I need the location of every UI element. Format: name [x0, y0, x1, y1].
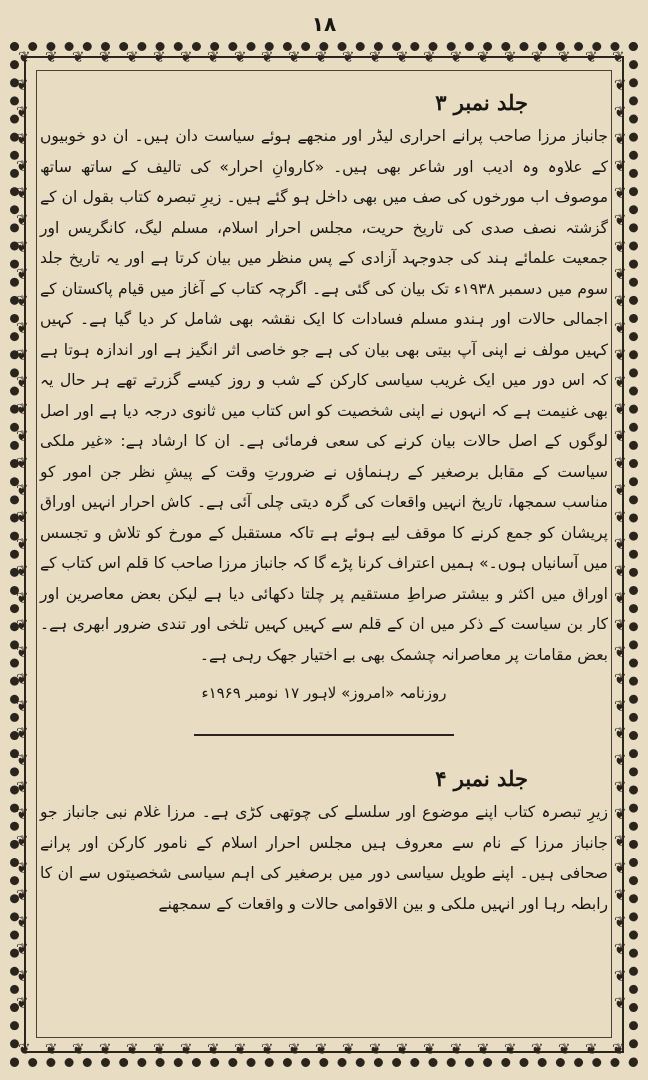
- border-ornament-icon: ❦: [16, 724, 29, 742]
- border-ornament-icon: ❦: [16, 265, 29, 283]
- border-ornament-icon: ❦: [614, 670, 627, 688]
- border-ornament-icon: ❦: [16, 805, 29, 823]
- border-ornament-icon: ❦: [72, 1040, 85, 1058]
- border-ornament-icon: ❦: [16, 859, 29, 877]
- border-ornament-icon: ❦: [614, 643, 627, 661]
- border-ornament-icon: ❦: [16, 454, 29, 472]
- page-number: ١٨: [311, 12, 337, 36]
- border-ornament-icon: ❦: [423, 1040, 436, 1058]
- border-ornament-icon: ❦: [126, 1040, 139, 1058]
- border-ornament-icon: ❦: [614, 913, 627, 931]
- border-ornament-icon: ❦: [16, 184, 29, 202]
- border-ornament-icon: ❦: [531, 48, 544, 66]
- border-ornament-icon: ❦: [614, 481, 627, 499]
- border-ornament-icon: ❦: [16, 400, 29, 418]
- border-ornament-icon: ❦: [288, 48, 301, 66]
- border-ornament-icon: ❦: [450, 1040, 463, 1058]
- border-ornament-icon: ❦: [207, 1040, 220, 1058]
- page-content: [40, 90, 608, 1040]
- border-ornament-icon: ❦: [16, 535, 29, 553]
- border-ornament-icon: ❦: [614, 697, 627, 715]
- border-ornament-icon: ❦: [423, 48, 436, 66]
- border-ornament-icon: ❦: [558, 48, 571, 66]
- border-ornament-icon: ❦: [16, 319, 29, 337]
- border-ornament-icon: ❦: [614, 184, 627, 202]
- border-ornament-icon: ❦: [261, 48, 274, 66]
- border-ornament-icon: ❦: [45, 1040, 58, 1058]
- border-ornament-icon: ❦: [16, 346, 29, 364]
- border-ornament-icon: ❦: [477, 1040, 490, 1058]
- border-ornament-icon: ❦: [614, 616, 627, 634]
- border-ornament-icon: ❦: [369, 48, 382, 66]
- border-ornament-icon: ❦: [614, 130, 627, 148]
- border-ornament-icon: ❦: [18, 48, 31, 66]
- border-ornament-icon: ❦: [614, 400, 627, 418]
- border-ornament-icon: ❦: [234, 1040, 247, 1058]
- border-ornament-icon: ❦: [16, 76, 29, 94]
- border-ornament-icon: ❦: [614, 157, 627, 175]
- border-ornament-icon: ❦: [614, 832, 627, 850]
- border-ornament-icon: ❦: [396, 1040, 409, 1058]
- review-paragraph-vol-4: زیرِ تبصرہ کتاب اپنے موضوع اور سلسلے کی چوتھی کڑی ہے۔ مرزا غلام نبی جانباز جو جانباز مرزا کے نام سے معروف ہیں مجلس احرار اسلام کے نامور کارکن اور پرانے صحافی ہیں۔ اپنے طویل سیاسی دور میں برصغیر کی اہم سیاسی شخصیتوں سے ان کا رابطہ رہا اور انہیں ملکی و بین الاقوامی حالات و واقعات کے سمجھنے: [40, 803, 608, 913]
- border-ornament-icon: ❦: [614, 562, 627, 580]
- review-paragraph-vol-3: جانباز مرزا صاحب پرانے احراری لیڈر اور منجھے ہوئے سیاست دان ہیں۔ ان دو خوبیوں کے علاوہ وہ ادیب اور شاعر بھی ہیں۔ «کاروانِ احرار» کی تالیف کے ساتھ ساتھ موصوف اب مورخوں کی صف میں بھی داخل ہو گئے ہیں۔ زیرِ تبصرہ کتاب بقول ان کے گزشتہ نصف صدی کی تاریخ حریت، مجلس احرار اسلام، مسلم لیگ، کانگریس اور جمعیت علمائے ہند کی جدوجہد آزادی کے پس منظر میں بیان کرتا ہے اور یہ تاریخ جلد سوم میں دسمبر ۱۹۳۸ء تک بیان کی گئی ہے۔ اگرچہ کتاب کے آغاز میں قیام پاکستان کے اجمالی حالات اور ہندو مسلم فسادات کا ایک نقشہ بھی شامل کر دیا گیا ہے۔ کہیں کہیں مولف نے اپنی آپ بیتی بھی بیان کی ہے جو خاصی اثر انگیز ہے اور اندازہ ہوتا ہے کہ اس دور میں ایک غریب سیاسی کارکن کے شب و روز کیسے گزرتے تھے ہر حال یہ بھی غنیمت ہے کہ انہوں نے اپنی شخصیت کو اس کتاب میں ثانوی درجہ دیا ہے اور اصل لوگوں کے اصل حالات بیان کرنے کی سعی فرمائی ہے۔ ان کا ارشاد ہے: «غیر ملکی سیاست کے مقابل برصغیر کے رہنماؤں نے ضرورتِ وقت کے پیشِ نظر جن امور کو مناسب سمجھا، تاریخ انہیں واقعات کی گرہ دیتی چلی آئی ہے۔ کاش احرار انہیں اوراق پریشان کو جمع کرنے کا موقف لیے ہوئے ہے تاکہ مستقبل کے مورخ کو تلاش و تجسس میں آسانیاں ہوں۔» ہمیں اعتراف کرنا پڑے گا کہ جانباز مرزا صاحب کا قلم اس کتاب کے اوراق میں اکثر و بیشتر صراطِ مستقیم پر چلتا دکھائی دیا ہے لیکن بعض معاصرین اور کار بن سیاست کے ذکر میں ان کے قلم سے کہیں کہیں تلخی اور تندی ضرور ابھری ہے۔ بعض مقامات پر معاصرانہ چشمک بھی بے اختیار جھک رہی ہے۔: [40, 127, 609, 664]
- border-ornament-icon: ❦: [315, 48, 328, 66]
- border-ornament-icon: ❦: [614, 238, 627, 256]
- border-ornament-icon: ❦: [99, 1040, 112, 1058]
- border-ornament-icon: ❦: [614, 940, 627, 958]
- border-ornament-icon: ❦: [16, 832, 29, 850]
- border-ornament-icon: ❦: [614, 454, 627, 472]
- border-ornament-icon: ❦: [16, 427, 29, 445]
- border-ornament-icon: ❦: [16, 751, 29, 769]
- border-ornament-icon: ❦: [153, 48, 166, 66]
- border-ornament-icon: ❦: [288, 1040, 301, 1058]
- review-source-citation: روزنامہ «امروز» لاہور ۱۷ نومبر ۱۹۶۹ء: [201, 684, 447, 702]
- border-ornament-icon: ❦: [614, 508, 627, 526]
- border-ornament-icon: ❦: [369, 1040, 382, 1058]
- border-ornament-icon: ❦: [234, 48, 247, 66]
- border-ornament-icon: ❦: [614, 427, 627, 445]
- border-ornament-icon: ❦: [450, 48, 463, 66]
- border-ornament-icon: ❦: [614, 292, 627, 310]
- border-ornament-icon: ❦: [126, 48, 139, 66]
- border-ornament-icon: ❦: [614, 859, 627, 877]
- border-ornament-icon: ❦: [614, 967, 627, 985]
- border-ornament-icon: ❦: [614, 319, 627, 337]
- border-ornament-icon: ❦: [180, 48, 193, 66]
- border-ornament-icon: ❦: [614, 535, 627, 553]
- border-ornament-icon: ❦: [614, 751, 627, 769]
- border-ornament-icon: ❦: [16, 508, 29, 526]
- border-ornament-icon: ❦: [504, 48, 517, 66]
- border-ornament-icon: ❦: [614, 373, 627, 391]
- border-ornament-icon: ❦: [16, 130, 29, 148]
- border-ornament-icon: ❦: [614, 778, 627, 796]
- border-ornament-icon: ❦: [531, 1040, 544, 1058]
- border-ornament-icon: ❦: [16, 562, 29, 580]
- border-ornament-icon: ❦: [315, 1040, 328, 1058]
- border-ornament-icon: ❦: [180, 1040, 193, 1058]
- border-ornament-icon: ❦: [16, 589, 29, 607]
- section-heading-vol-3: جلد نمبر ۳: [435, 90, 528, 115]
- border-ornament-icon: ❦: [16, 238, 29, 256]
- border-ornament-icon: ❦: [585, 48, 598, 66]
- section-divider: [194, 734, 454, 736]
- border-ornament-icon: ❦: [614, 886, 627, 904]
- border-ornament-icon: ❦: [614, 346, 627, 364]
- border-ornament-icon: ❦: [72, 48, 85, 66]
- border-ornament-icon: ❦: [16, 616, 29, 634]
- border-ornament-icon: ❦: [16, 967, 29, 985]
- border-ornament-icon: ❦: [612, 48, 625, 66]
- border-ornament-icon: ❦: [342, 1040, 355, 1058]
- border-ornament-icon: ❦: [16, 886, 29, 904]
- border-ornament-icon: ❦: [16, 643, 29, 661]
- border-ornament-icon: ❦: [16, 211, 29, 229]
- border-ornament-icon: ❦: [342, 48, 355, 66]
- border-ornament-icon: ❦: [614, 103, 627, 121]
- border-ornament-icon: ❦: [16, 778, 29, 796]
- border-ornament-icon: ❦: [16, 697, 29, 715]
- border-ornament-icon: ❦: [16, 373, 29, 391]
- border-ornament-icon: ❦: [153, 1040, 166, 1058]
- border-ornament-icon: ❦: [477, 48, 490, 66]
- border-ornament-icon: ❦: [614, 724, 627, 742]
- border-ornament-icon: ❦: [16, 481, 29, 499]
- border-ornament-icon: ❦: [614, 76, 627, 94]
- border-ornament-icon: ❦: [614, 994, 627, 1012]
- border-ornament-icon: ❦: [614, 805, 627, 823]
- border-ornament-icon: ❦: [207, 48, 220, 66]
- border-ornament-icon: ❦: [16, 913, 29, 931]
- border-ornament-icon: ❦: [614, 211, 627, 229]
- border-ornament-icon: ❦: [16, 103, 29, 121]
- section-heading-vol-4: جلد نمبر ۴: [435, 766, 528, 791]
- border-ornament-icon: ❦: [261, 1040, 274, 1058]
- border-ornament-icon: ❦: [16, 157, 29, 175]
- border-ornament-icon: ❦: [558, 1040, 571, 1058]
- border-ornament-icon: ❦: [16, 940, 29, 958]
- border-ornament-icon: ❦: [585, 1040, 598, 1058]
- border-ornament-icon: ❦: [396, 48, 409, 66]
- border-ornament-icon: ❦: [16, 670, 29, 688]
- border-ornament-icon: ❦: [99, 48, 112, 66]
- border-ornament-icon: ❦: [614, 265, 627, 283]
- border-ornament-icon: ❦: [504, 1040, 517, 1058]
- border-ornament-icon: ❦: [612, 1040, 625, 1058]
- border-ornament-icon: ❦: [16, 994, 29, 1012]
- border-ornament-icon: ❦: [45, 48, 58, 66]
- border-ornament-icon: ❦: [18, 1040, 31, 1058]
- border-ornament-icon: ❦: [16, 292, 29, 310]
- border-ornament-icon: ❦: [614, 589, 627, 607]
